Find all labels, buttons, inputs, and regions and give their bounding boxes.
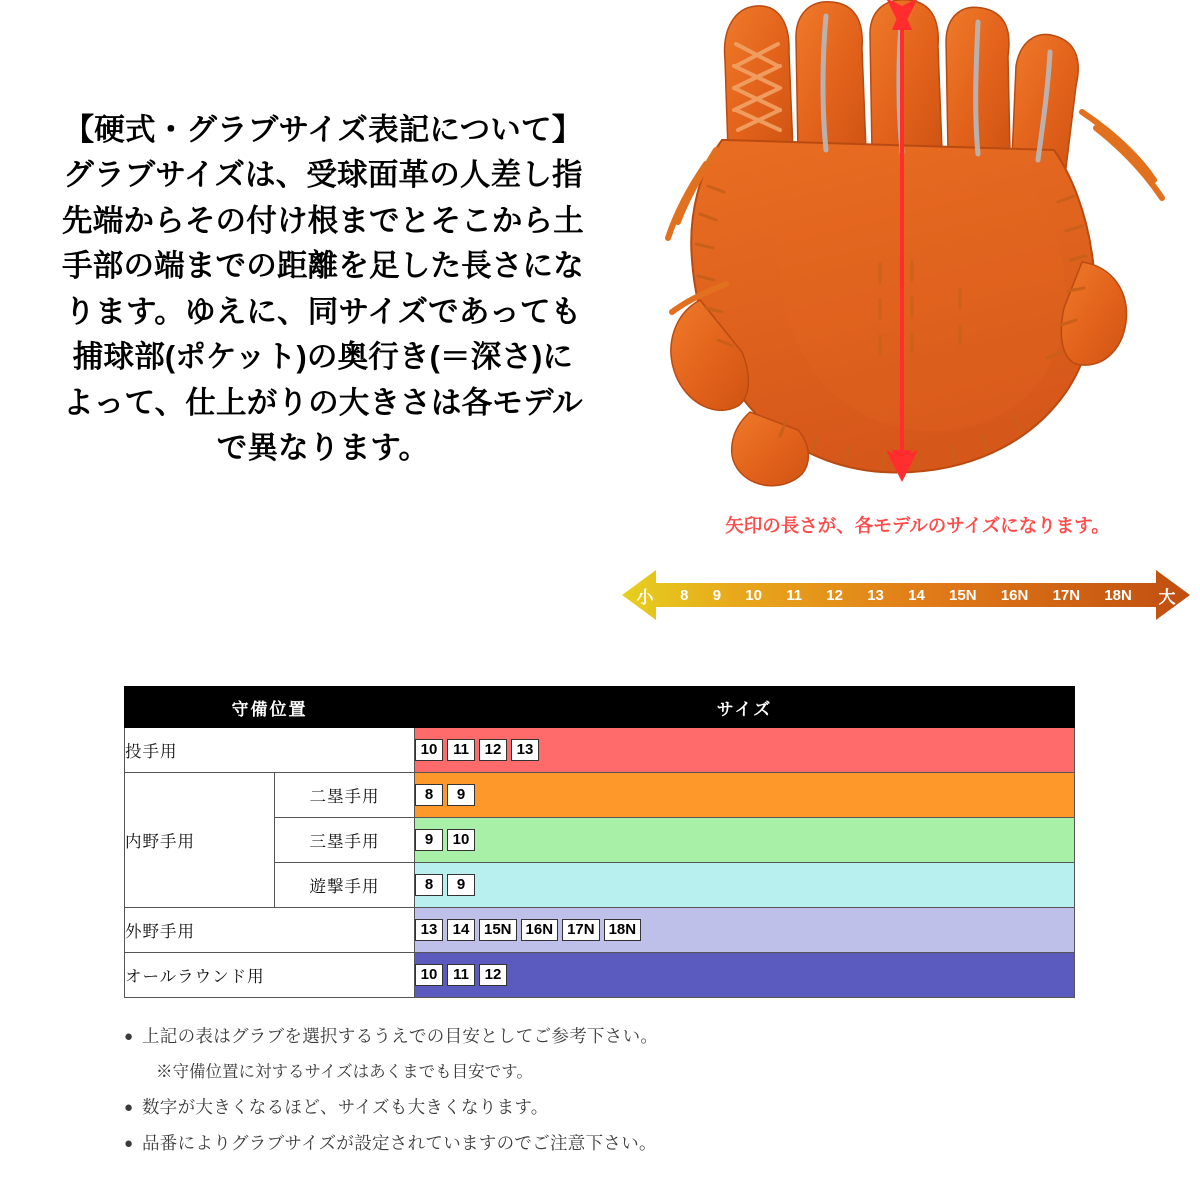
scale-tick-15n: 15N [949,586,977,604]
size-chip: 9 [415,829,443,852]
size-chip: 13 [415,919,443,942]
size-chip: 16N [521,919,559,942]
intro-line-1: 【硬式・グラブサイズ表記について】 [63,113,583,147]
glove-illustration [630,0,1200,500]
size-chip: 15N [479,919,517,942]
size-chip: 17N [562,919,600,942]
header-size: サイズ [415,687,1075,728]
size-chip: 11 [447,739,475,762]
row-sizes-third-base [415,818,1075,863]
scale-large-label: 大 [1158,587,1176,607]
size-table-area [124,686,1074,998]
size-chip: 9 [447,784,475,807]
size-chip: 12 [479,964,507,987]
row-sublabel-second-base: 二塁手用 [275,773,415,818]
size-chip: 12 [479,739,507,762]
note-item [124,1028,1124,1046]
scale-tick-16n: 16N [1000,586,1029,604]
intro-line-6: 捕球部(ポケット)の奥行き(＝深さ)に [72,340,574,375]
row-sizes-outfielder [415,908,1075,953]
note-subitem: ※守備位置に対するサイズはあくまでも目安です。 [156,1063,533,1081]
scale-tick-9: 9 [712,586,722,604]
scale-tick-14: 14 [908,586,925,604]
size-chip: 10 [415,739,443,762]
row-label-allround: オールラウンド用 [125,953,415,998]
note-item [124,1132,1124,1153]
row-sizes-shortstop [415,863,1075,908]
size-chip: 9 [447,874,475,897]
intro-line-2: グラブサイズは、受球面革の人差し指 [63,158,583,193]
intro-line-7: よって、仕上がりの大きさは各モデル [63,385,583,420]
scale-tick-11: 11 [786,586,803,604]
scale-tick-10: 10 [745,586,762,604]
size-chip: 11 [447,964,475,987]
intro-line-3: 先端からその付け根までとそこから土 [62,203,584,238]
table-header-row [125,687,1075,728]
header-position: 守備位置 [125,687,415,728]
scale-tick-8: 8 [680,586,689,604]
intro-line-4: 手部の端までの距離を足した長さにな [62,249,584,284]
row-label-pitcher: 投手用 [125,728,415,773]
size-scale-bar [622,566,1190,624]
scale-tick-12: 12 [826,586,843,604]
note-text: 数字が大きくなるほど、サイズも大きくなります。 [142,1096,549,1117]
size-chip: 13 [511,739,539,762]
scale-tick-17n: 17N [1052,586,1081,604]
size-table [124,686,1075,998]
row-sizes-allround [415,953,1075,998]
row-sublabel-third-base: 三塁手用 [275,818,415,863]
scale-tick-13: 13 [867,586,884,604]
size-chip: 8 [415,874,443,897]
bullet-icon: ● [124,1098,134,1116]
row-sizes-pitcher [415,728,1075,773]
size-chip: 18N [604,919,642,942]
scale-small-label: 小 [636,587,654,607]
notes-list [124,1028,1124,1171]
note-text: 上記の表はグラブを選択するうえでの目安としてご参考下さい。 [142,1026,659,1046]
bullet-icon: ● [124,1028,134,1045]
intro-line-5: ります。ゆえに、同サイズであっても [64,294,582,329]
row-label-infielder: 内野手用 [125,773,275,908]
note-item [124,1096,1124,1117]
note-text: 品番によりグラブサイズが設定されていますのでご注意下さい。 [142,1132,657,1153]
row-sizes-second-base [415,773,1075,818]
intro-paragraph [8,108,638,472]
intro-line-8: で異なります。 [216,431,430,466]
size-chip: 8 [415,784,443,807]
row-label-outfielder: 外野手用 [125,908,415,953]
row-sublabel-shortstop: 遊撃手用 [275,863,415,908]
size-chip: 10 [447,829,475,852]
table-row [125,773,1075,818]
bullet-icon: ● [124,1134,134,1152]
size-chip: 10 [415,964,443,987]
scale-tick-18n: 18N [1104,586,1132,604]
table-row [125,728,1075,773]
size-chip: 14 [447,919,475,942]
table-row [125,953,1075,998]
arrow-caption: 矢印の長さが、各モデルのサイズになります。 [725,515,1110,536]
table-row [125,908,1075,953]
